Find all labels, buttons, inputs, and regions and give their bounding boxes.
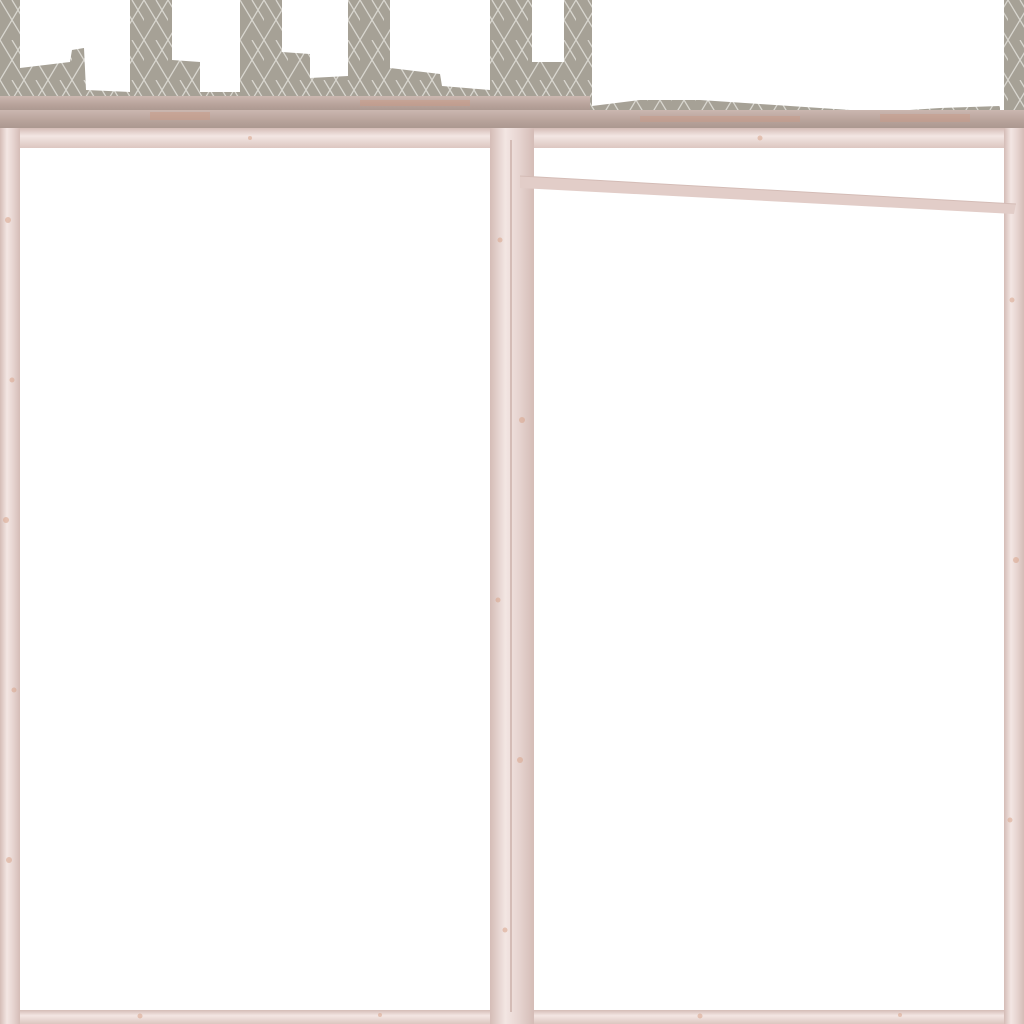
top-beam	[0, 96, 1024, 130]
window-frame	[0, 128, 1024, 1024]
diagonal-brace	[520, 176, 1016, 214]
